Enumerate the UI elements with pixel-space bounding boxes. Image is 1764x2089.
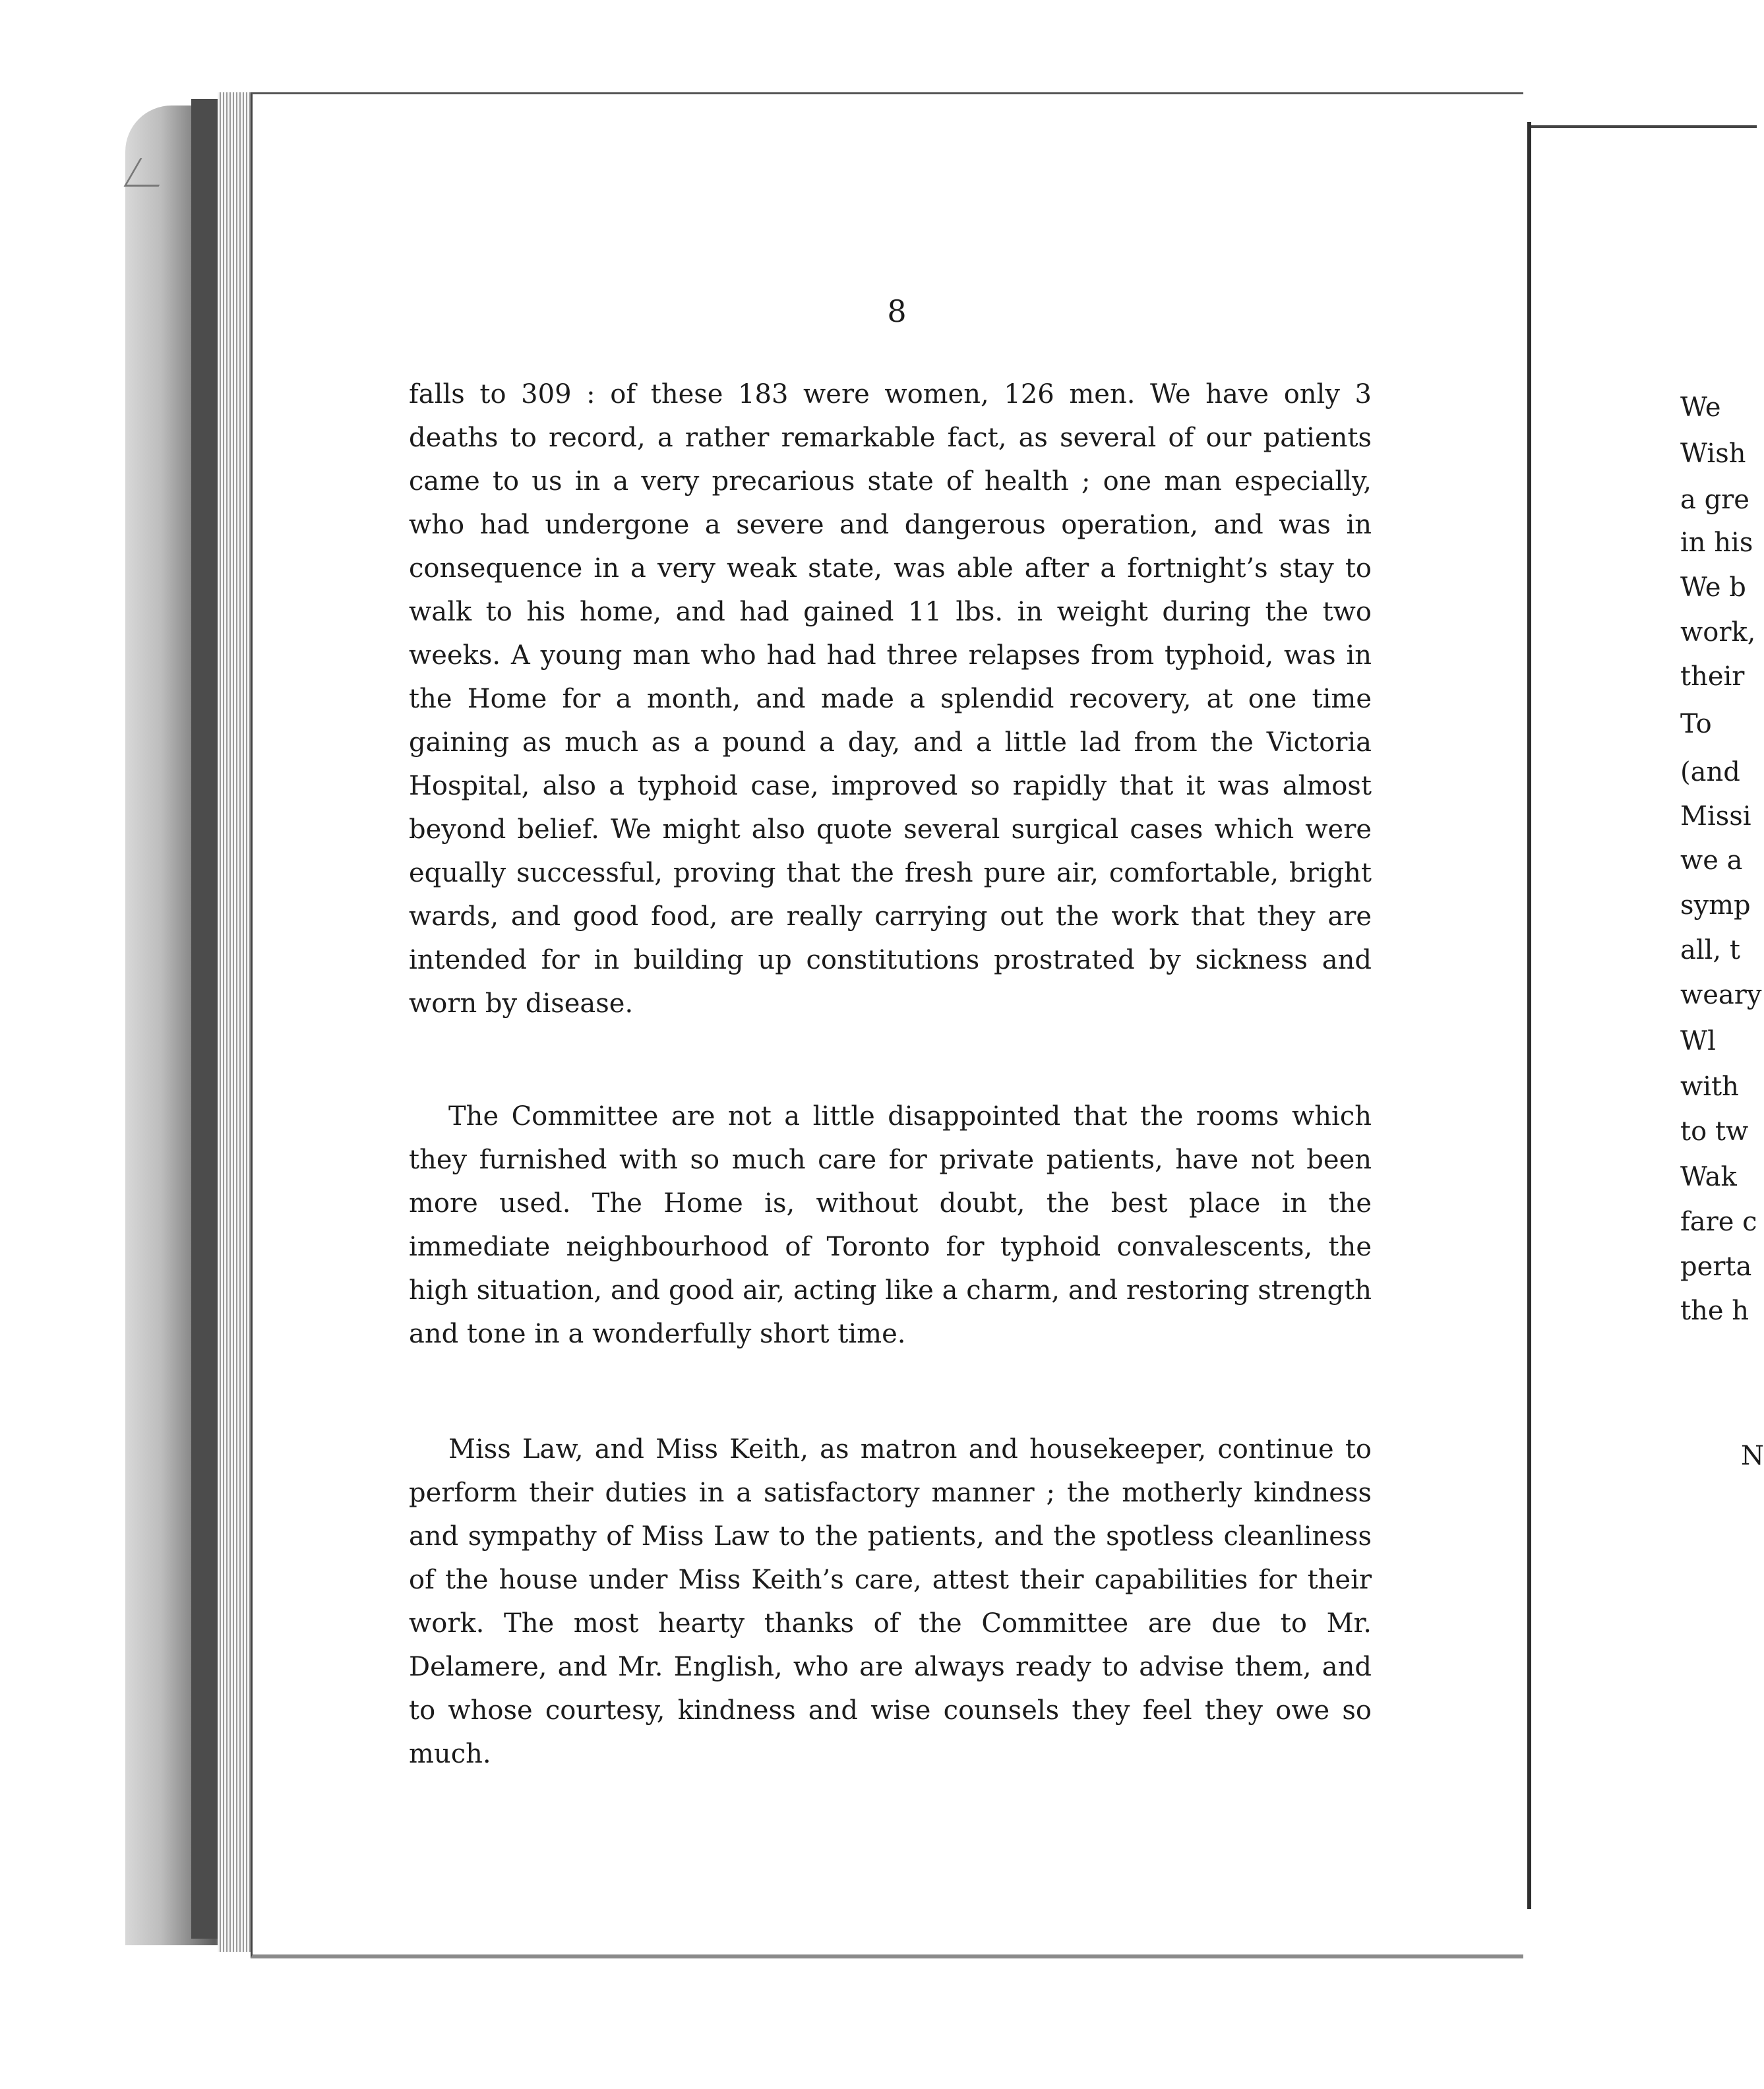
right-page-line: Missi	[1680, 801, 1751, 832]
paragraph-staff-thanks: Miss Law, and Miss Keith, as matron and housekeeper, continue to perform their duties in a satisfactory manner ; the motherly kindness and sympathy of Miss Law to the patients, and the spotless cleanliness of the house under Miss Keith’s care, attest their capabilities for their work. The most hearty thanks of the Committee are due to Mr. Delamere, and Mr. English, who are always ready to advise them, and to whose courtesy, kindness and wise counsels they feel they owe so much.	[409, 1434, 1372, 1769]
page-edge-shadow	[191, 99, 218, 1939]
right-page-line: fare c	[1680, 1207, 1757, 1237]
right-page-line: weary	[1680, 980, 1762, 1010]
right-page-line: in his	[1680, 528, 1753, 558]
right-page-line: To	[1680, 709, 1712, 739]
page-number: 8	[887, 293, 907, 329]
right-page-line: perta	[1680, 1252, 1752, 1282]
right-page-line: We	[1680, 392, 1721, 423]
right-page-line: symp	[1680, 890, 1751, 921]
right-page-line: We b	[1680, 572, 1746, 603]
right-page-line: N	[1741, 1441, 1764, 1471]
right-page-line: work,	[1680, 617, 1756, 648]
paragraph-private-rooms: The Committee are not a little disappointed that the rooms which they furnished with so much care for private patients, have not been more used. The Home is, without doubt, the best place in the immediate neighbourhood of Toronto for typhoid convalescents, the high situation, and good air, acting like a charm, and restoring strength and tone in a wonderfully short time.	[409, 1101, 1372, 1349]
right-page-line: Wak	[1680, 1162, 1737, 1192]
right-page-line: (and	[1680, 757, 1740, 787]
right-page-line: with	[1680, 1072, 1739, 1102]
right-page	[1531, 125, 1757, 1948]
right-page-line: Wl	[1680, 1026, 1716, 1056]
right-page-line: Wish	[1680, 439, 1746, 469]
right-page-line: we a	[1680, 845, 1743, 876]
right-page-line: to tw	[1680, 1116, 1749, 1147]
paragraph-patient-statistics: falls to 309 : of these 183 were women, 126 men. We have only 3 deaths to record, a rather remarkable fact, as several of our patients came to us in a very precarious state of health ; one man especially, who had undergone a severe and dangerous operation, and was in consequence in a very weak state, was able after a fortnight’s stay to walk to his home, and had gained 11 lbs. in weight during the two weeks. A young man who had had three relapses from typhoid, was in the Home for a month, and made a splendid recovery, at one time gaining as much as a pound a day, and a little lad from the Victoria Hospital, also a typhoid case, improved so rapidly that it was almost beyond belief. We might also quote several surgical cases which were equally successful, proving that the fresh pure air, comfortable, bright wards, and good food, are really carrying out the work that they are intended for in building up constitutions prostrated by sickness and worn by disease.	[409, 379, 1372, 1019]
right-page-line: a gre	[1680, 485, 1749, 515]
right-page-line: the h	[1680, 1296, 1749, 1326]
right-page-line: their	[1680, 661, 1745, 692]
right-page-line: all, t	[1680, 935, 1740, 965]
